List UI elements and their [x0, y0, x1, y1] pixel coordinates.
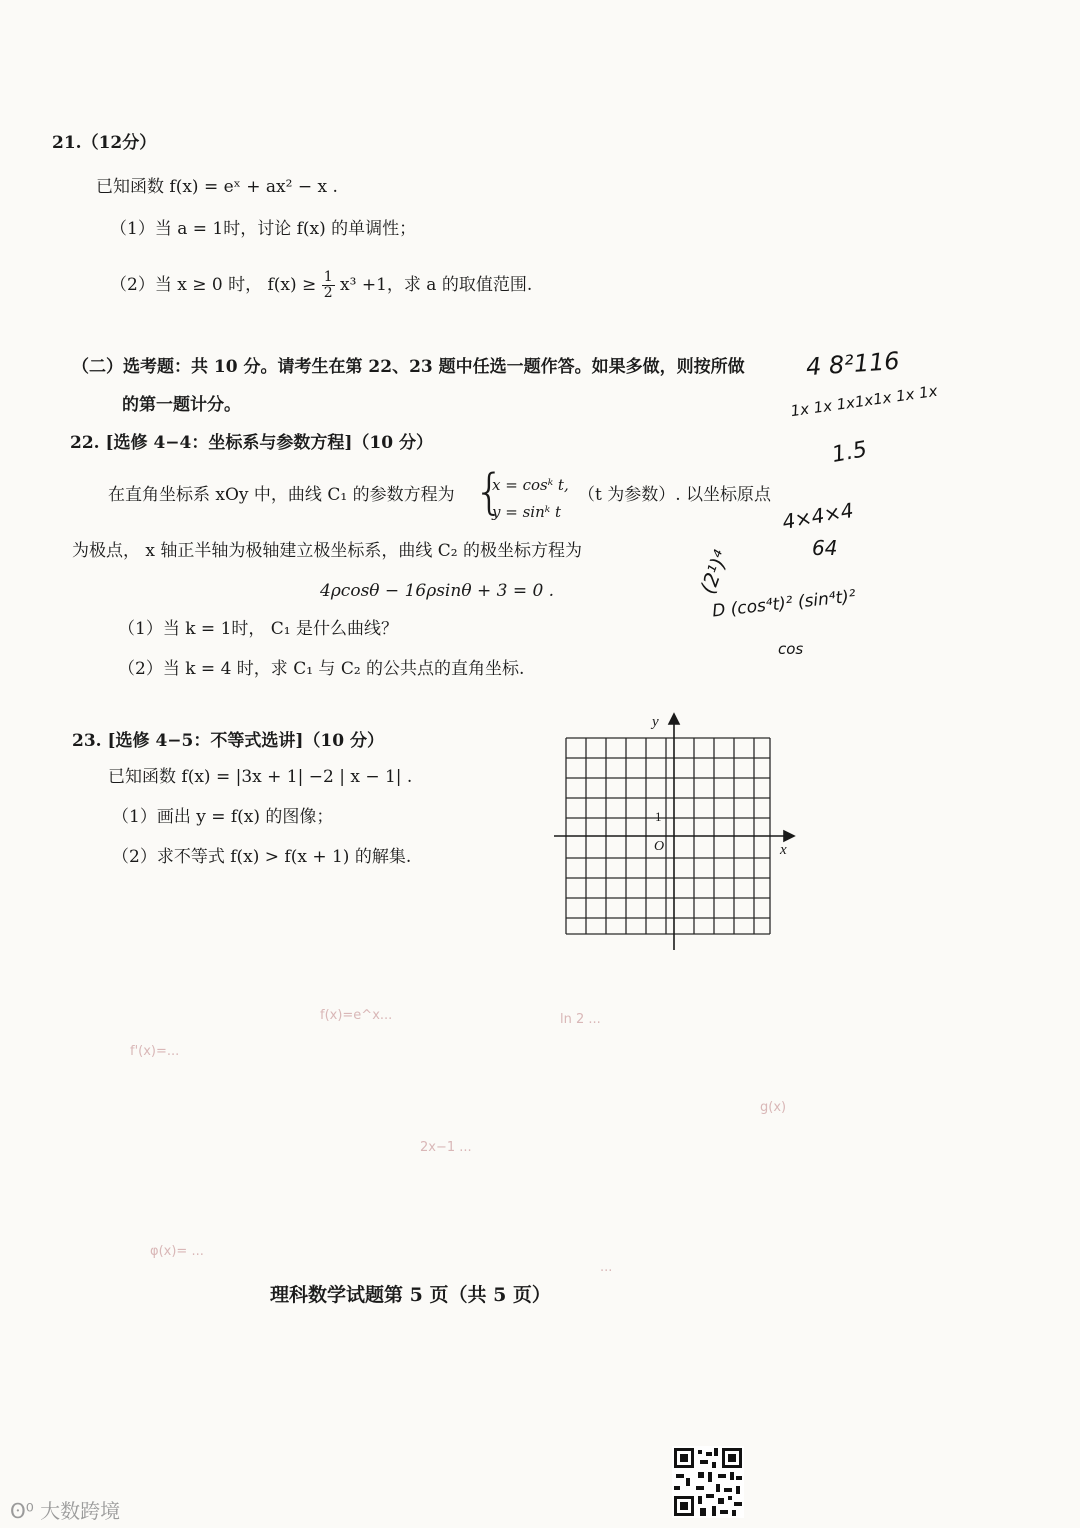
q22-system-line2: y = sinᵏ t: [492, 503, 562, 521]
q22-system-line1: x = cosᵏ t,: [492, 476, 569, 494]
q22-part1: （1）当 k = 1时， C₁ 是什么曲线？: [118, 619, 399, 639]
faint-note: ln 2 ...: [560, 1012, 601, 1027]
watermark-logo-icon: ʘ⁰: [10, 1499, 34, 1523]
q21-part2: [110, 270, 532, 301]
q21-part2-pre: （2）当 x ≥ 0 时， f(x) ≥: [110, 275, 317, 295]
x-axis-arrow: [784, 831, 794, 841]
handwriting-note: 1x 1x 1x1x1x 1x 1x: [789, 381, 939, 421]
faint-note: g(x): [760, 1100, 787, 1115]
handwriting-note: cos: [778, 640, 804, 658]
section2-line1: （二）选考题：共 10 分。请考生在第 22、23 题中任选一题作答。如果多做，则按所做: [72, 357, 745, 377]
faint-note: ...: [600, 1260, 613, 1275]
q21-stem: 已知函数 f(x) = eˣ + ax² − x .: [96, 177, 338, 197]
watermark-text: 大数跨境: [40, 1499, 121, 1523]
q21-fraction: [322, 270, 335, 301]
q21-fraction-numerator: 1: [323, 269, 333, 285]
origin-label: O: [654, 839, 665, 854]
watermark: [10, 1495, 120, 1524]
section2-line2: 的第一题计分。: [122, 395, 241, 415]
q22-equation: 4ρcosθ − 16ρsinθ + 3 = 0 .: [320, 581, 555, 601]
q23-part1: （1）画出 y = f(x) 的图像；: [112, 807, 334, 827]
page-footer: 理科数学试题第 5 页（共 5 页）: [270, 1284, 551, 1306]
unit-label: 1: [655, 809, 662, 824]
q22-stem-pre: 在直角坐标系 xOy 中，曲线 C₁ 的参数方程为: [108, 485, 455, 505]
y-axis-label: y: [652, 714, 659, 730]
q23-header: 23. [选修 4−5：不等式选讲]（10 分）: [72, 731, 384, 751]
q22-system-brace: {: [474, 464, 505, 520]
handwriting-note: 4×4×4: [780, 497, 856, 535]
q23-part2: （2）求不等式 f(x) > f(x + 1) 的解集.: [112, 847, 412, 867]
q22-line2: 为极点， x 轴正半轴为极轴建立极坐标系，曲线 C₂ 的极坐标方程为: [72, 541, 583, 561]
q21-fraction-denominator: 2: [323, 285, 333, 301]
faint-note: 2x−1 ...: [420, 1140, 472, 1155]
q22-part2: （2）当 k = 4 时，求 C₁ 与 C₂ 的公共点的直角坐标.: [118, 659, 525, 679]
q22-stem-post: （t 为参数）. 以坐标原点: [578, 485, 772, 505]
q21-header: 21.（12分）: [52, 133, 157, 153]
handwriting-note: 64: [812, 536, 838, 560]
q23-stem: 已知函数 f(x) = |3x + 1| −2 | x − 1| .: [108, 767, 413, 787]
q21-part1: （1）当 a = 1时，讨论 f(x) 的单调性；: [110, 219, 417, 239]
handwriting-note: D (cos⁴t)² (sin⁴t)²: [711, 586, 857, 622]
faint-note: f(x)=e^x...: [320, 1008, 393, 1023]
axes: [554, 714, 794, 950]
handwriting-note: 1.5: [830, 437, 869, 468]
handwriting-note: 4 8²116: [805, 346, 901, 382]
q21-part2-post: x³ +1，求 a 的取值范围.: [340, 275, 533, 295]
coordinate-grid: [548, 708, 808, 958]
handwriting-note: (2¹)⁴: [695, 547, 734, 597]
x-axis-label: x: [780, 842, 787, 858]
q22-header: 22. [选修 4−4：坐标系与参数方程]（10 分）: [70, 433, 433, 453]
faint-note: f'(x)=...: [130, 1044, 180, 1059]
y-axis-arrow: [669, 714, 679, 724]
faint-note: φ(x)= ...: [150, 1244, 204, 1259]
qr-code: [672, 1446, 744, 1518]
